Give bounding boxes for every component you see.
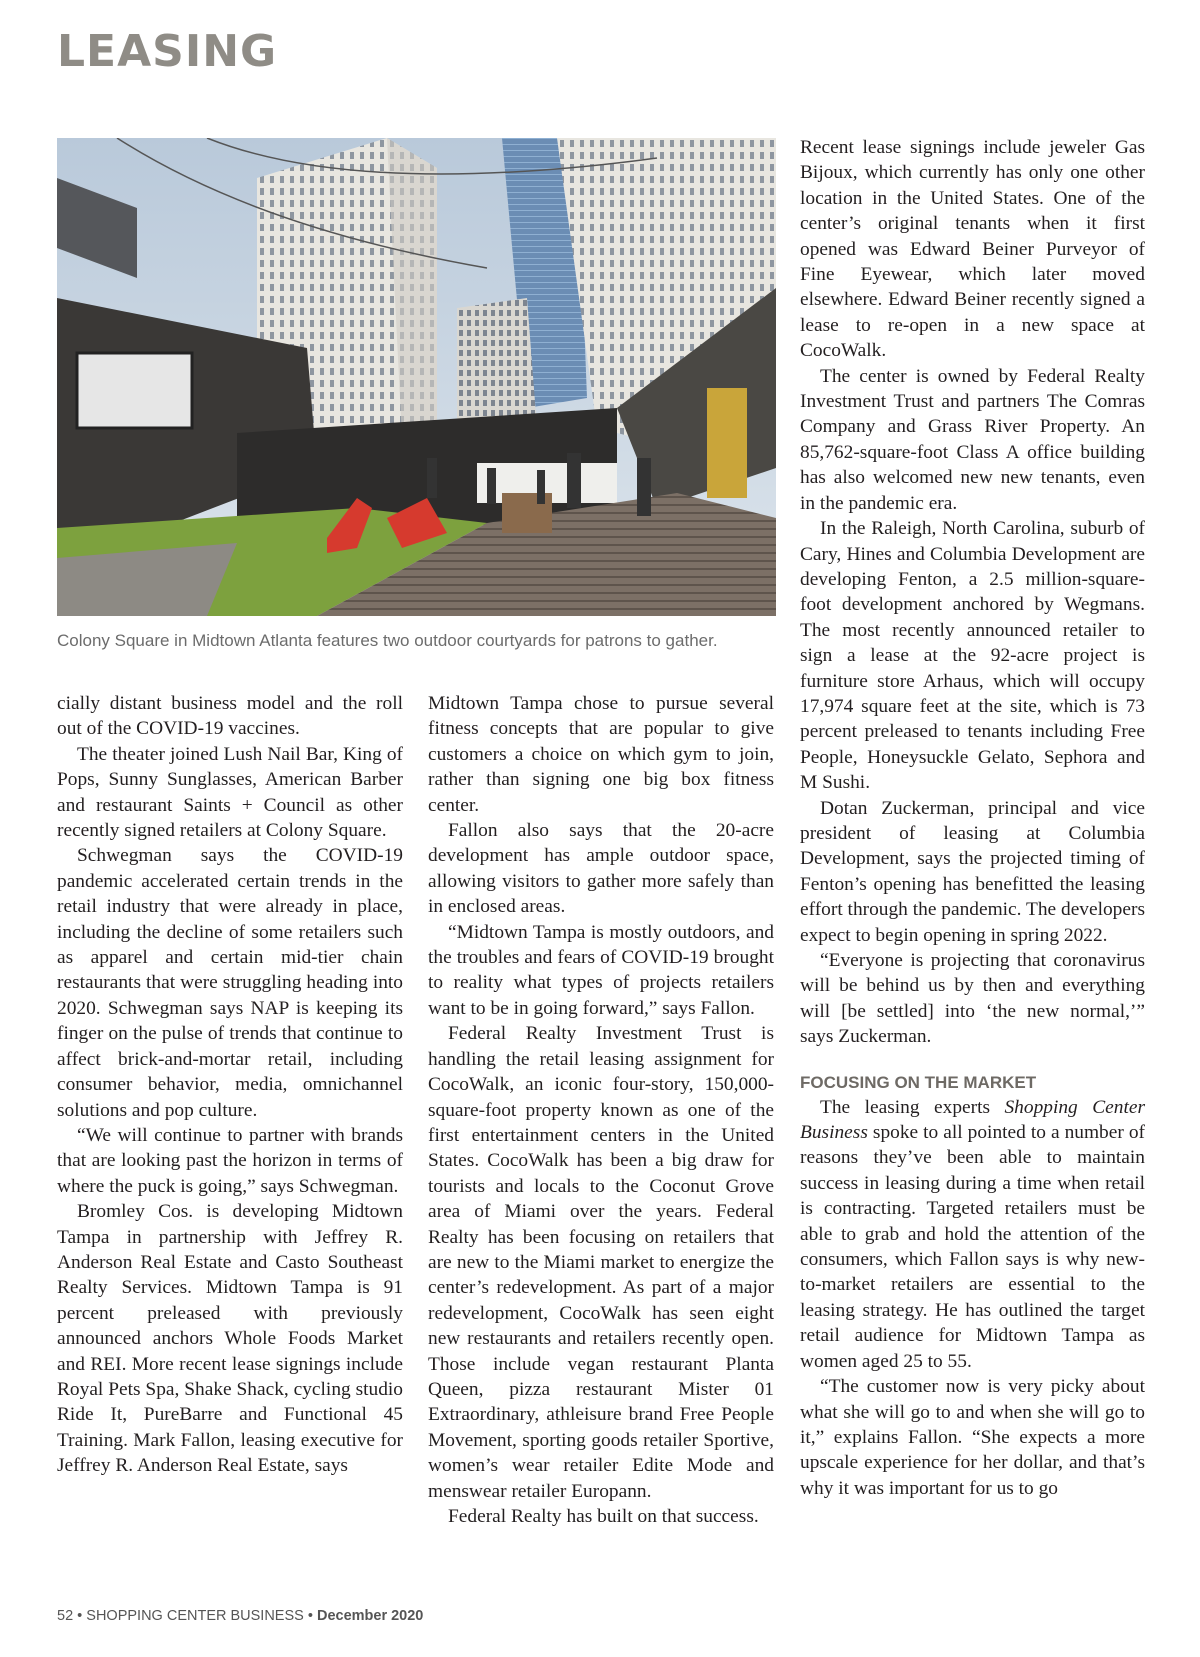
paragraph: Federal Realty has built on that success. xyxy=(448,1506,759,1527)
paragraph: Recent lease signings include jeweler Gas Bijoux, which currently has only one other location in the United States. One of the center’s original tenants when it first opened was Edward Beiner Purveyor of Fine Eyewear, which later moved elsewhere. Edward Beiner recently signed a lease to re-open in a new space at CocoWalk. xyxy=(800,137,1145,362)
paragraph: Midtown Tampa chose to pursue several fitness concepts that are popular to give customers a choice on which gym to join, rather than signing one big box fitness center. xyxy=(428,693,774,816)
video-screen xyxy=(77,353,192,428)
paragraph: Federal Realty Investment Trust is handling the retail leasing assignment for CocoWalk, an iconic four-story, 150,000-square-foot property known as one of the first entertainment centers in the United States. CocoWalk has been a big draw for tourists and locals to the Coconut Grove area of Miami over the years. Federal Realty has been focusing on retailers that are new to the Miami market to energize the center’s redevelopment. As part of a major redevelopment, CocoWalk has seen eight new restaurants and retailers recently open. Those include vegan restaurant Planta Queen, pizza restaurant Mister 01 Extraordinary, athleisure brand Free People Movement, sporting goods retailer Sportive, women’s wear retailer Edite Mode and menswear retailer Europann. xyxy=(428,1023,774,1502)
italic-publication: Shopping Center Business xyxy=(800,1096,1145,1144)
column-3 xyxy=(800,135,1145,1501)
paragraph: Schwegman says the COVID-19 pandemic accelerated certain trends in the retail industry that were already in place, including the decline of some retailers such as apparel and certain mid-tier chain restaurants that were struggling heading into 2020. Schwegman says NAP is keeping its finger on the pulse of trends that continue to affect brick-and-mortar retail, including consumer behavior, media, omnichannel solutions and pop culture. xyxy=(57,845,403,1121)
footer-separator: • xyxy=(73,1608,87,1624)
courtyard-photo xyxy=(57,138,776,616)
paragraph: The theater joined Lush Nail Bar, King of Pops, Sunny Sunglasses, American Barber and restaurant Saints + Council as other recently signed retailers at Colony Square. xyxy=(57,743,403,842)
paragraph: “Midtown Tampa is mostly outdoors, and the troubles and fears of COVID-19 brought to reality what types of projects retailers want to be in going forward,” says Fallon. xyxy=(428,921,774,1019)
page-number: 52 xyxy=(57,1608,74,1624)
paragraph: In the Raleigh, North Carolina, suburb of Cary, Hines and Columbia Development are developing Fenton, a 2.5 million-square-foot development anchored by Wegmans. The most recently announced retailer to sign a lease at the 92-acre project is furniture store Arhaus, which will occupy 17,974 square feet at the site, which is 73 percent preleased to tenants including Free People, Honeysuckle Gelato, Sephora and M Sushi. xyxy=(800,518,1145,794)
paragraph: Fallon also says that the 20-acre development has ample outdoor space, allowing visitors to gather more safely than in enclosed areas. xyxy=(428,820,774,918)
page-footer xyxy=(57,1608,423,1624)
paragraph: “The customer now is very picky about what she will go to and when she will go to it,” explains Fallon. “She expects a more upscale experience for her dollar, and that’s why it was important for us to go xyxy=(800,1376,1145,1499)
paragraph-text: The leasing experts xyxy=(820,1096,1005,1118)
paragraph: Bromley Cos. is developing Midtown Tampa in partnership with Jeffrey R. Anderson Real Estate and Casto Southeast Realty Services. Midtown Tampa is 91 percent preleased with previously announced anchors Whole Foods Market and REI. More recent lease signings include Royal Pets Spa, Shake Shack, cycling studio Ride It, PureBarre and Functional 45 Training. Mark Fallon, leasing executive for Jeffrey R. Anderson Real Estate, says xyxy=(57,1201,403,1477)
column-1 xyxy=(57,691,403,1479)
paragraph-text: spoke to all pointed to a number of reasons they’ve been able to maintain success in leasing during a time when retail is contracting. Targeted retailers must be able to grab and hold the attention of the consumers, which Fallon says is why new-to-market retailers are essential to the leasing strategy. He has outlined the target retail audience for Midtown Tampa as women aged 25 to 55. xyxy=(800,1122,1145,1372)
section-title: LEASING xyxy=(57,26,278,77)
yellow-column xyxy=(707,388,747,498)
footer-separator: • xyxy=(303,1608,317,1624)
paragraph: “Everyone is projecting that coronavirus will be behind us by then and everything will [be settled] into ‘the new normal,’” says Zuckerman. xyxy=(800,950,1145,1048)
column-2 xyxy=(428,691,774,1529)
paragraph: The center is owned by Federal Realty Investment Trust and partners The Comras Company and Grass River Property. An 85,762-square-foot Class A office building has also welcomed new new tenants, even in the pandemic era. xyxy=(800,365,1145,514)
paragraph: “We will continue to partner with brands that are looking past the horizon in terms of where the puck is going,” says Schwegman. xyxy=(57,1124,403,1197)
paragraph: cially distant business model and the roll out of the COVID-19 vaccines. xyxy=(57,693,403,740)
subheading: FOCUSING ON THE MARKET xyxy=(800,1072,1037,1092)
publication-name: SHOPPING CENTER BUSINESS xyxy=(86,1608,304,1624)
paragraph xyxy=(800,1095,1145,1374)
issue-date: December 2020 xyxy=(316,1608,424,1624)
photo-caption: Colony Square in Midtown Atlanta features two outdoor courtyards for patrons to gather. xyxy=(57,631,718,650)
paragraph: Dotan Zuckerman, principal and vice president of leasing at Columbia Development, says the projected timing of Fenton’s opening has benefitted the leasing effort through the pandemic. The developers expect to begin opening in spring 2022. xyxy=(800,797,1145,946)
